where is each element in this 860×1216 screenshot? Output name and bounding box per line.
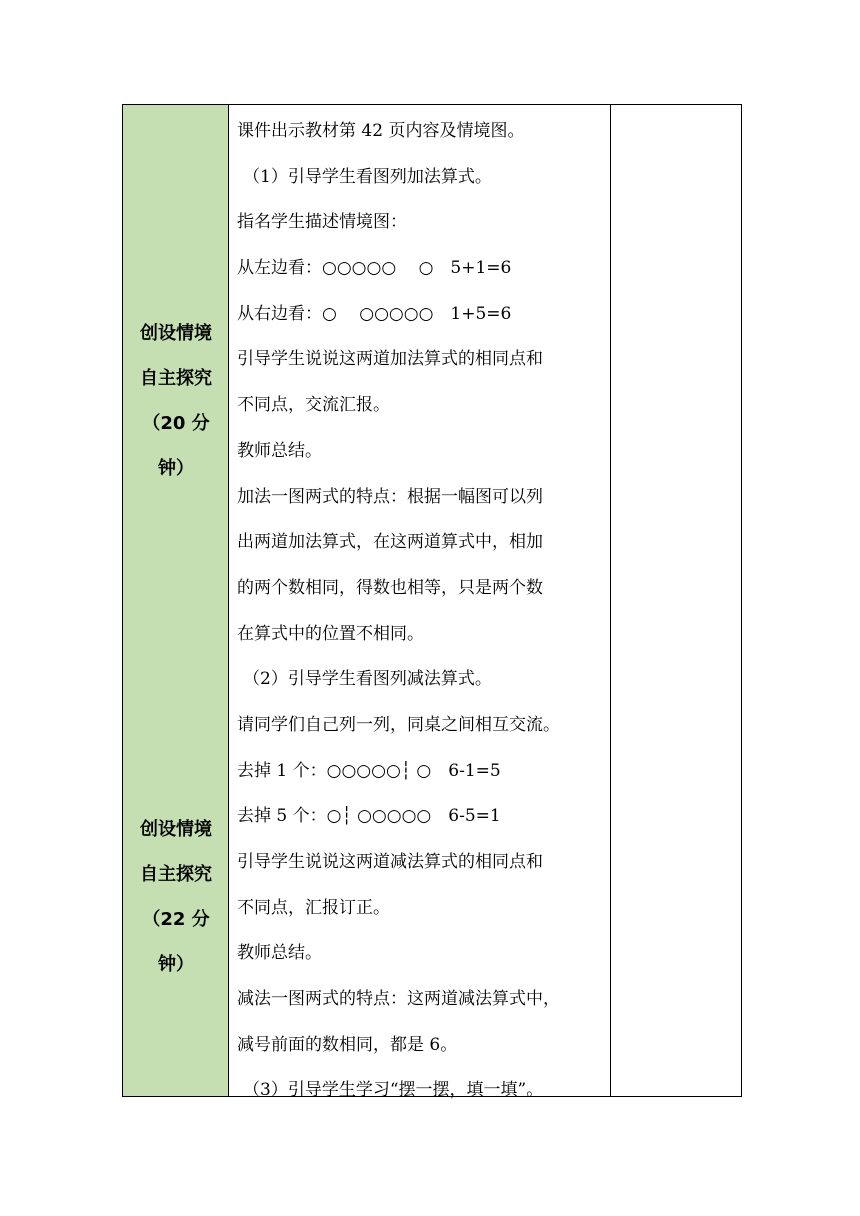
section-label-line: 创设情境 bbox=[140, 819, 212, 840]
section-label-line: （20 分 bbox=[142, 413, 210, 434]
content-line: 引导学生说说这两道减法算式的相同点和 bbox=[237, 852, 543, 872]
section-label-column bbox=[123, 105, 229, 1096]
content-line: 的两个数相同，得数也相等，只是两个数 bbox=[237, 577, 543, 598]
lesson-table bbox=[122, 104, 742, 1101]
content-line: 从右边看：○ ○○○○○ 1+5=6 bbox=[237, 303, 512, 324]
content-line: 去掉 5 个：○┆ ○○○○○ 6-5=1 bbox=[237, 806, 501, 827]
content-line: 出两道加法算式，在这两道算式中，相加 bbox=[237, 532, 543, 553]
section-label-line: 自主探究 bbox=[140, 864, 212, 885]
content-line: 加法一图两式的特点：根据一幅图可以列 bbox=[237, 486, 543, 507]
content-line: （2）引导学生看图列减法算式。 bbox=[243, 669, 492, 690]
content-line: 教师总结。 bbox=[237, 943, 322, 964]
content-line: 不同点，交流汇报。 bbox=[237, 395, 390, 416]
content-line: 从左边看：○○○○○ ○ 5+1=6 bbox=[237, 258, 512, 279]
content-line: 引导学生说说这两道加法算式的相同点和 bbox=[237, 349, 543, 370]
content-line: 请同学们自己列一列，同桌之间相互交流。 bbox=[237, 714, 560, 735]
content-line: 课件出示教材第 42 页内容及情境图。 bbox=[237, 121, 525, 141]
column-divider bbox=[610, 105, 611, 1096]
section-label-line: 创设情境 bbox=[140, 323, 212, 344]
content-line: 减法一图两式的特点：这两道减法算式中， bbox=[237, 989, 560, 1010]
content-line: 在算式中的位置不相同。 bbox=[237, 623, 424, 644]
section-label-line: 钟） bbox=[158, 954, 194, 975]
content-line: 不同点，汇报订正。 bbox=[237, 897, 390, 918]
content-line: （1）引导学生看图列加法算式。 bbox=[243, 166, 492, 187]
content-line: 教师总结。 bbox=[237, 440, 322, 461]
content-line: （3）引导学生学习“摆一摆，填一填”。 bbox=[243, 1080, 544, 1101]
content-line: 去掉 1 个：○○○○○┆ ○ 6-1=5 bbox=[237, 760, 501, 781]
content-line: 减号前面的数相同，都是 6。 bbox=[237, 1034, 458, 1055]
section-label-line: 自主探究 bbox=[140, 368, 212, 389]
section-label-1 bbox=[123, 311, 229, 491]
section-label-line: （22 分 bbox=[142, 909, 210, 930]
section-label-2 bbox=[123, 807, 229, 987]
content-cell bbox=[237, 109, 609, 1114]
section-label-line: 钟） bbox=[158, 458, 194, 479]
content-line: 指名学生描述情境图： bbox=[237, 212, 407, 233]
